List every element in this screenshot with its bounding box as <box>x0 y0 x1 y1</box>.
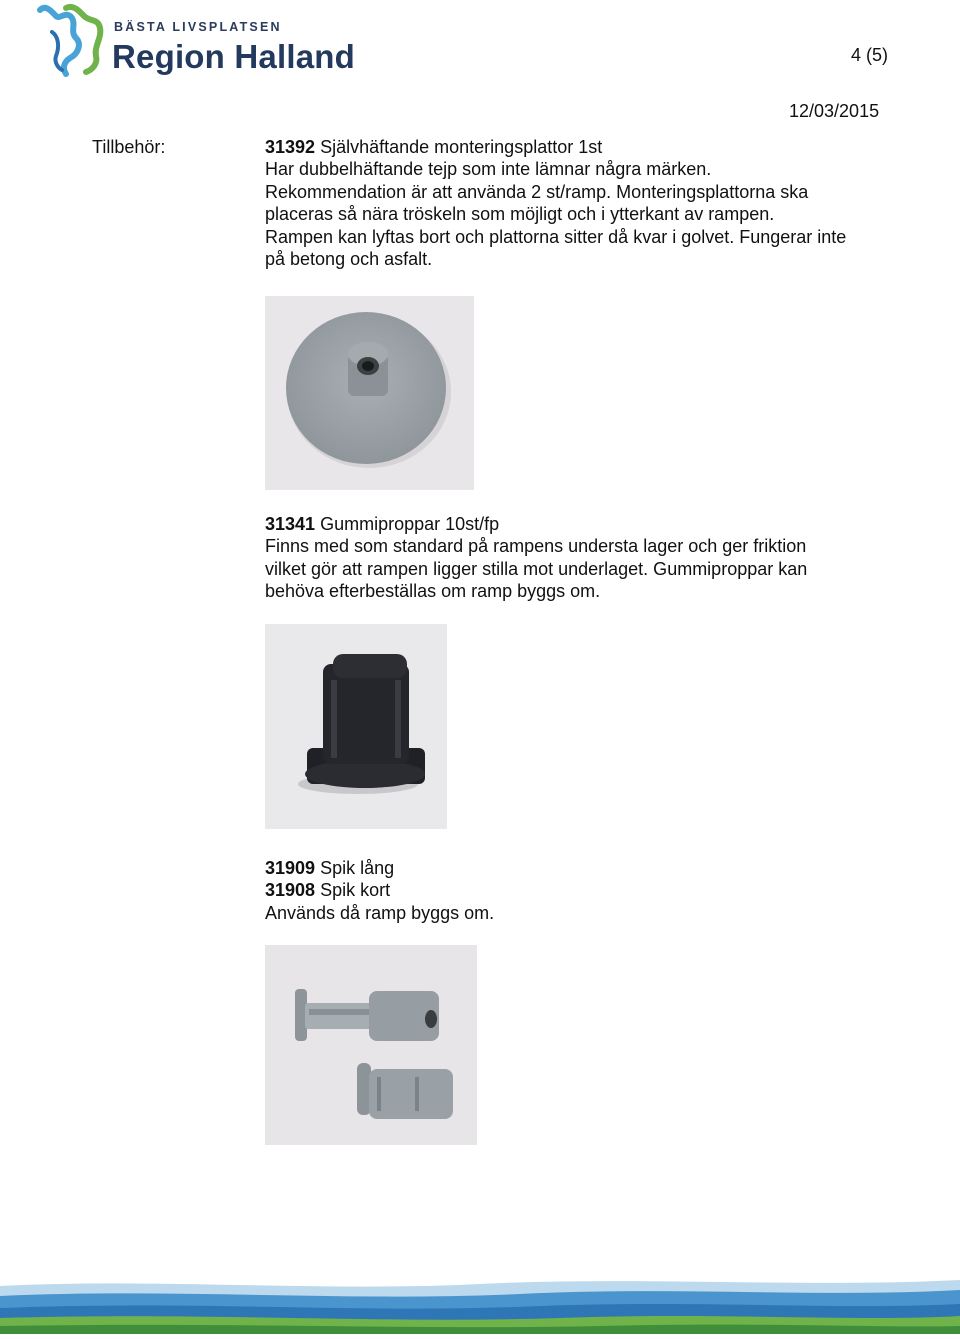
item-line: Rampen kan lyftas bort och plattorna sitter då kvar i golvet. Fungerar inte <box>265 226 847 247</box>
item-heading <box>265 857 905 879</box>
region-halland-logo <box>36 2 356 80</box>
item-line: Har dubbelhäftande tejp som inte lämnar några märken. <box>265 159 712 180</box>
item-nails <box>265 857 905 924</box>
rubber-plug-photo <box>265 624 447 829</box>
item-title: Gummiproppar 10st/fp <box>315 514 500 534</box>
logo-mark-icon <box>36 2 116 80</box>
item-code: 31908 <box>265 880 316 901</box>
document-date: 12/03/2015 <box>789 101 880 121</box>
item-title: Spik lång <box>315 858 395 878</box>
item-line: Rekommendation är att använda 2 st/ramp. Monteringsplattorna ska <box>265 181 809 202</box>
item-rubber-plugs <box>265 513 905 603</box>
item-line: behöva efterbeställas om ramp byggs om. <box>265 581 601 602</box>
footer-wave-decoration <box>0 1272 960 1334</box>
logo-name: Region Halland <box>112 38 355 75</box>
item-mounting-plates <box>265 136 905 270</box>
mounting-plate-photo <box>265 296 474 490</box>
item-line: på betong och asfalt. <box>265 249 433 270</box>
item-code: 31909 <box>265 858 316 878</box>
item-line: Finns med som standard på rampens understa lager och ger friktion <box>265 536 807 557</box>
item-line: vilket gör att rampen ligger stilla mot underlaget. Gummiproppar kan <box>265 558 808 579</box>
item-line: placeras så nära tröskeln som möjligt och i ytterkant av rampen. <box>265 204 775 225</box>
page-number: 4 (5) <box>851 45 889 65</box>
item-code: 31392 <box>265 137 316 157</box>
item-heading <box>265 513 905 535</box>
nails-photo <box>265 945 477 1145</box>
item-code: 31341 <box>265 514 316 534</box>
item-heading <box>265 136 905 158</box>
item-heading <box>265 879 905 901</box>
logo-tagline: BÄSTA LIVSPLATSEN <box>114 20 282 34</box>
item-title: Spik kort <box>315 880 391 901</box>
item-title: Självhäftande monteringsplattor 1st <box>315 137 603 157</box>
item-note: Används då ramp byggs om. <box>265 902 495 923</box>
section-label: Tillbehör: <box>92 137 166 157</box>
